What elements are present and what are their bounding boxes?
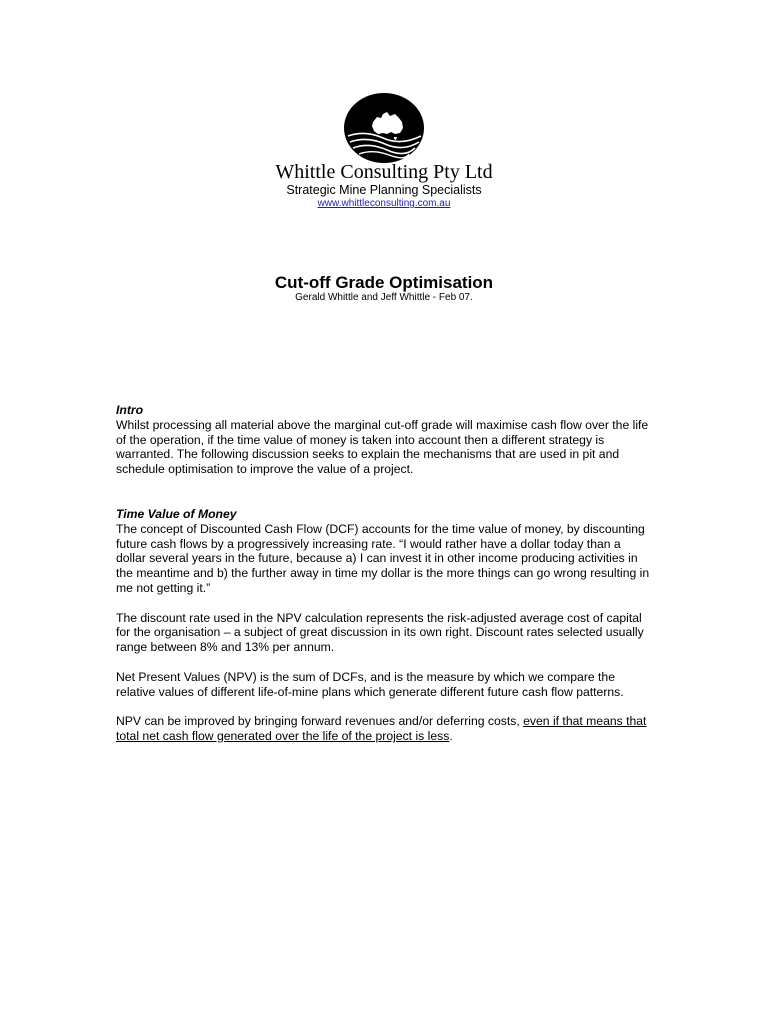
document-authors: Gerald Whittle and Jeff Whittle - Feb 07. [295,292,473,303]
intro-heading: Intro [116,403,144,417]
npv-paragraph-end: . [449,728,453,743]
npv-underlined-text: even if that means that total net cash flow generated over the life of the project is less [116,714,647,743]
company-name: Whittle Consulting Pty Ltd [275,161,493,183]
time-value-paragraph-2: The discount rate used in the NPV calculation represents the risk-adjusted average cost of capital for the organisation – a subject of great discussion in its own right. Discount rates selected usually range between 8% and 13% per annum. [116,610,644,655]
time-value-section [116,507,652,744]
time-value-heading: Time Value of Money [116,507,237,521]
time-value-paragraph-1: The concept of Discounted Cash Flow (DCF) accounts for the time value of money, by discounting future cash flows by a progressively increasing rate. “I would rather have a dollar today than a dollar several years in the future, because a) I can invest it in other income producing activities in the meantime and b) the further away in time my dollar is the more things can go wrong resulting in me not getting it.” [116,521,650,595]
company-tagline: Strategic Mine Planning Specialists [286,183,482,197]
intro-paragraph: Whilst processing all material above the marginal cut-off grade will maximise cash flow over the life of the operation, if the time value of money is taken into account then a different strategy is warranted. The following discussion seeks to explain the mechanisms that are used in pit and schedule optimisation to improve the value of a project. [116,417,649,477]
whittle-globe-logo [343,92,425,164]
website-row [0,198,768,210]
website-link[interactable]: www.whittleconsulting.com.au [317,198,451,209]
time-value-paragraph-3: Net Present Values (NPV) is the sum of DCFs, and is the measure by which we compare the relative values of different life-of-mine plans which generate different future cash flow patterns. [116,669,624,699]
time-value-paragraph-4 [116,714,652,744]
intro-section [116,403,652,477]
npv-improvement-text: NPV can be improved by bringing forward revenues and/or deferring costs, [116,714,524,729]
document-title: Cut-off Grade Optimisation [274,273,494,292]
